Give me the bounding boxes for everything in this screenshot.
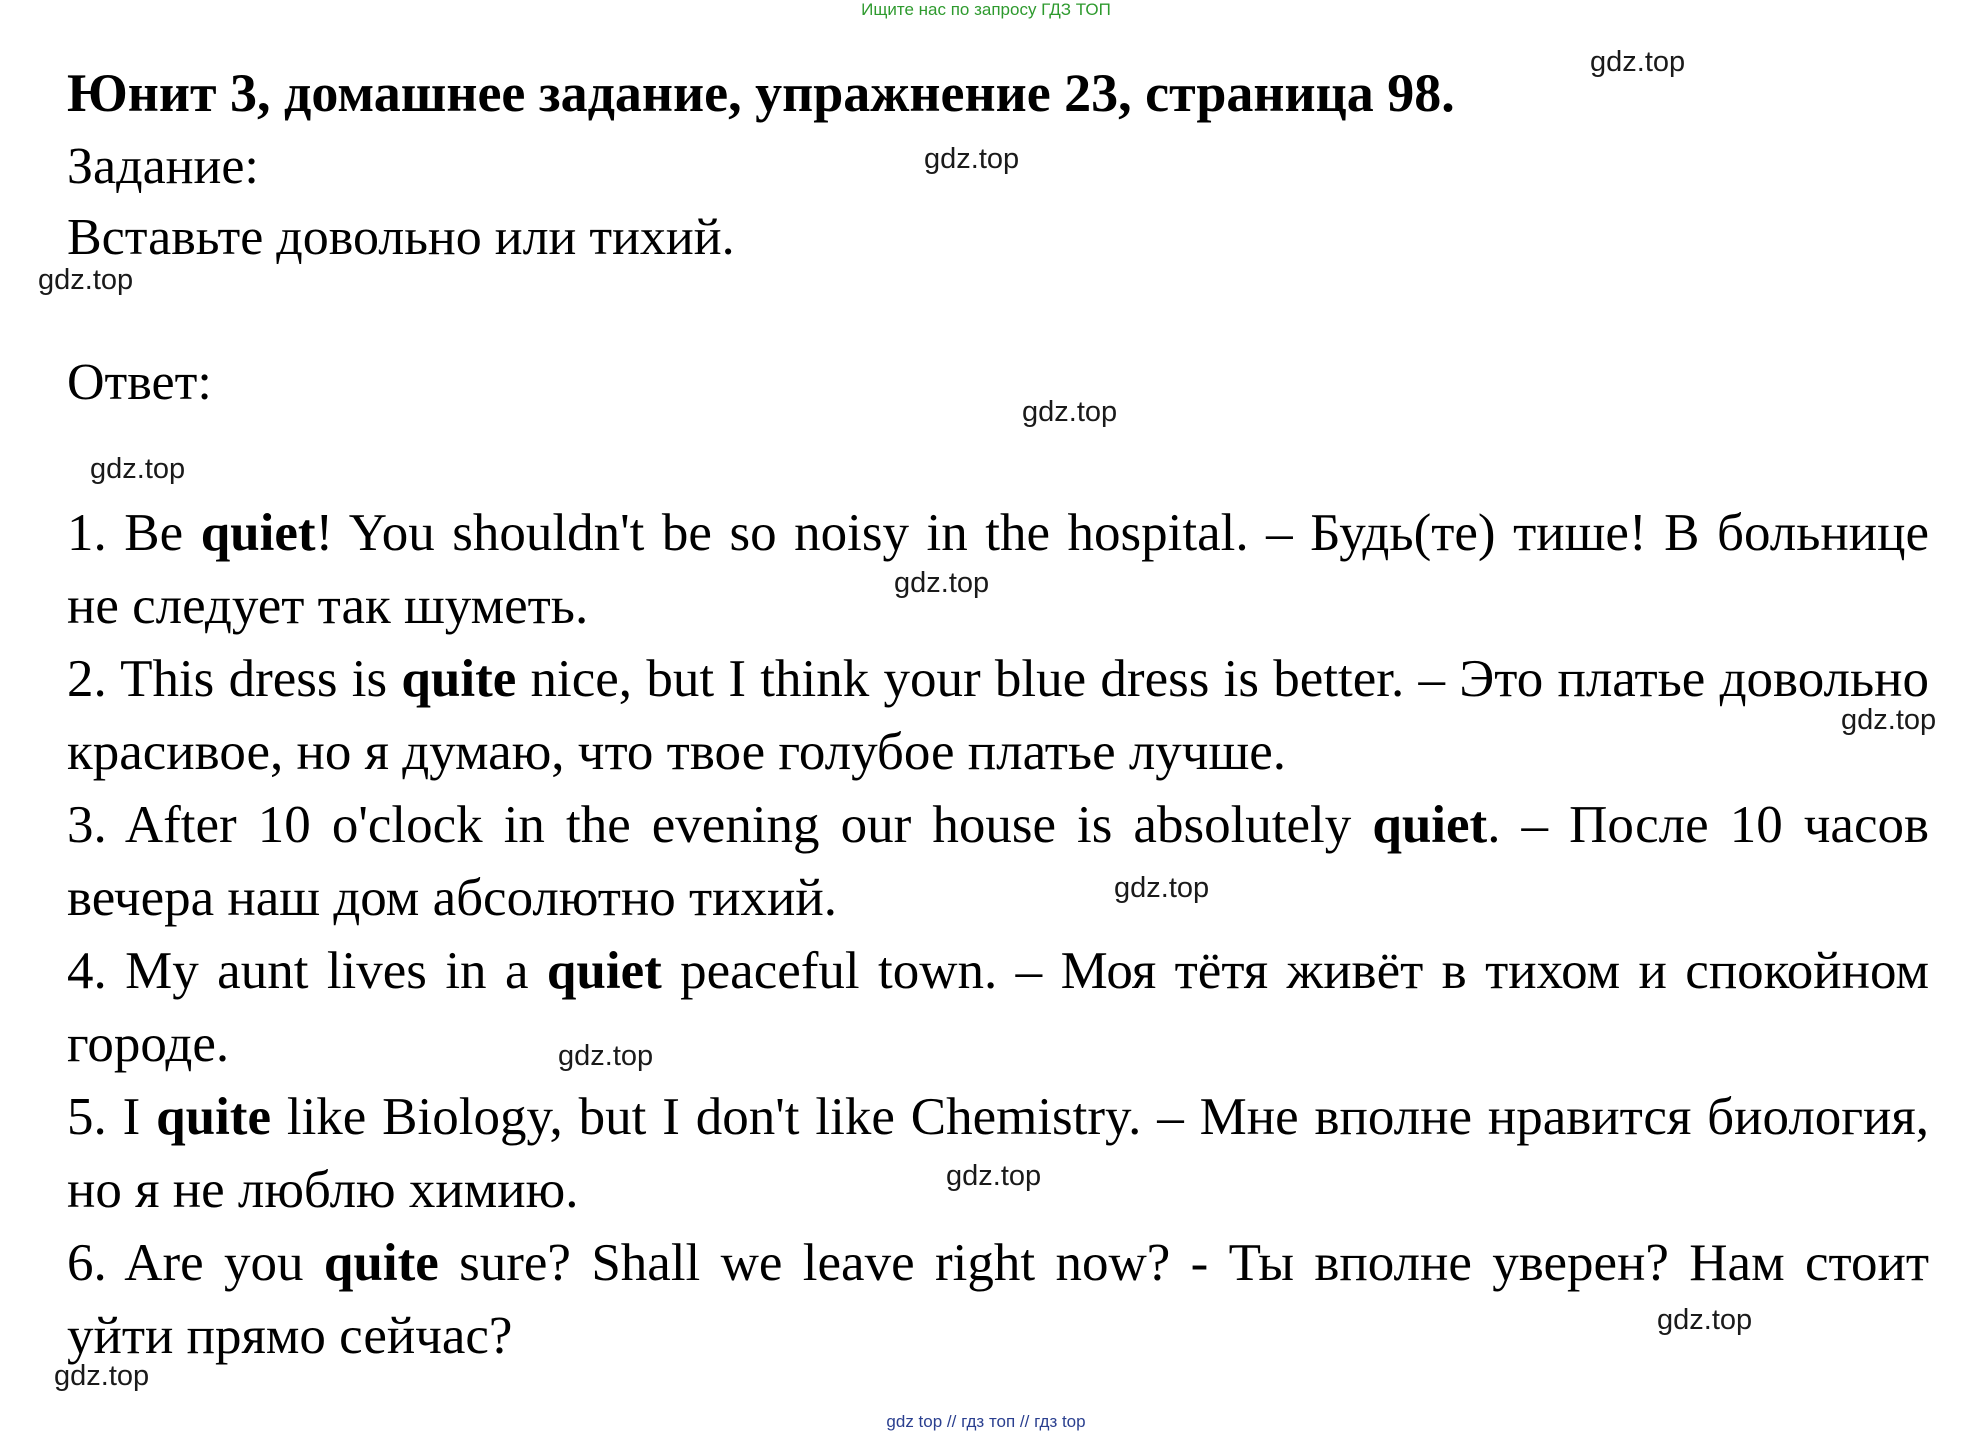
answer-item-1 [67,497,1929,643]
task-text: Вставьте довольно или тихий. [67,209,735,266]
answer-rest: nice, but I think your blue dress is better. – Это платье довольно красивое, но я думаю, что твое голубое платье лучше. [67,650,1929,781]
answer-prefix: 2. This dress is [67,650,402,708]
answer-prefix: 5. I [67,1088,157,1146]
answer-item-3 [67,789,1929,935]
answer-item-5 [67,1081,1929,1227]
watermark: gdz.top [1590,46,1686,78]
answer-keyword: quiet [1372,796,1488,854]
watermark: gdz.top [1022,396,1118,428]
answer-rest: . – После 10 часов вечера наш дом абсолютно тихий. [67,796,1929,927]
answer-prefix: 6. Are you [67,1234,324,1292]
answer-keyword: quiet [546,942,662,1000]
answer-item-6 [67,1227,1929,1373]
watermark: gdz.top [894,567,990,599]
answer-item-4 [67,935,1929,1081]
watermark: gdz.top [1841,704,1937,736]
watermark: gdz.top [38,264,134,296]
bottom-banner: gdz top // гдз топ // гдз top [886,1412,1086,1431]
answer-list [67,497,1929,1373]
answer-keyword: quite [323,1234,439,1292]
answer-keyword: quite [401,650,517,708]
task-label: Задание: [67,138,259,195]
answer-prefix: 3. After 10 o'clock in the evening our house is absolutely [67,796,1373,854]
page-title: Юнит 3, домашнее задание, упражнение 23, страница 98. [67,63,1455,123]
answer-rest: like Biology, but I don't like Chemistry. – Мне вполне нравится биология, но я не люблю химию. [67,1088,1929,1219]
watermark: gdz.top [1114,872,1210,904]
answer-rest: ! You shouldn't be so noisy in the hospital. – Будь(те) тише! В больнице не следует так шуметь. [67,504,1929,635]
answer-keyword: quiet [200,504,316,562]
answer-label: Ответ: [67,354,212,411]
answer-keyword: quite [156,1088,271,1146]
answer-rest: peaceful town. – Моя тётя живёт в тихом и спокойном городе. [67,942,1929,1073]
watermark: gdz.top [558,1040,654,1072]
watermark: gdz.top [54,1360,150,1392]
answer-rest: sure? Shall we leave right now? - Ты вполне уверен? Нам стоит уйти прямо сейчас? [67,1234,1929,1365]
top-banner: Ищите нас по запросу ГДЗ ТОП [861,0,1111,19]
watermark: gdz.top [90,453,186,485]
watermark: gdz.top [1657,1304,1753,1336]
answer-prefix: 4. My aunt lives in a [67,942,547,1000]
answer-prefix: 1. Be [67,504,201,562]
watermark: gdz.top [924,143,1020,175]
watermark: gdz.top [946,1160,1042,1192]
answer-item-2 [67,643,1929,789]
